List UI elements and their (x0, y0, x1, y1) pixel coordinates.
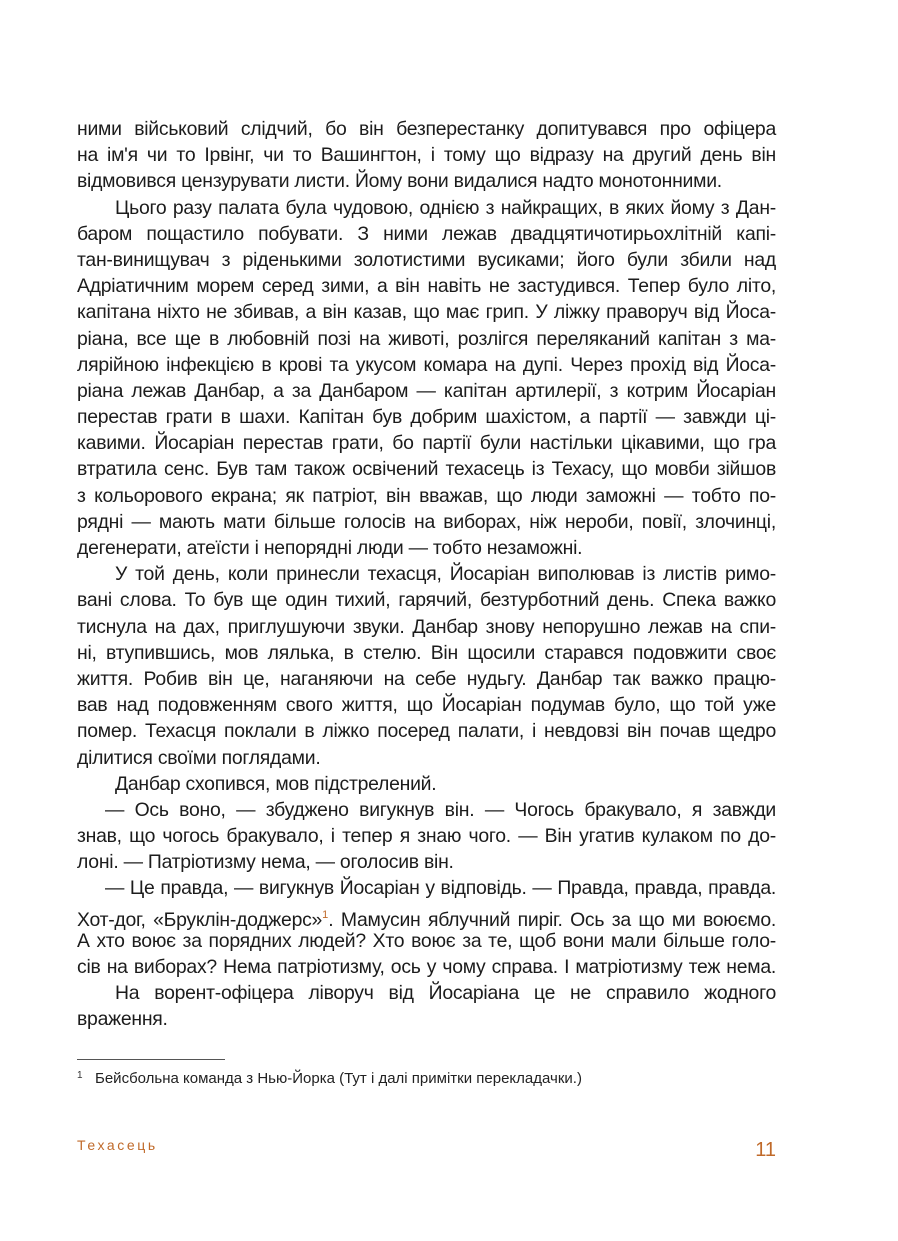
text-line: рядні — мають мати більше голосів на виборах, ніж нероби, повії, злочинці, (77, 510, 776, 533)
text-line: на ім'я чи то Ірвінг, чи то Вашингтон, і тому що відразу на другий день він (77, 144, 776, 167)
text-line: Адріатичним морем серед зими, а він навіть не застудився. Тепер було літо, (77, 275, 776, 298)
text-line: баром пощастило побувати. З ними лежав двадцятичотирьохлітній капі- (77, 222, 776, 245)
text-line: — Ось воно, — збуджено вигукнув він. — Чогось бракувало, я завжди (105, 798, 776, 821)
text-line: сів на виборах? Нема патріотизму, ось у чому справа. І матріотизму теж нема. (77, 956, 776, 978)
text-line: тан-винищувач з ріденькими золотистими вусиками; його були збили над (77, 248, 776, 271)
footnote (77, 1066, 777, 1089)
text-line: втратила сенс. Був там також освічений техасець із Техасу, що мовби зійшов (77, 458, 776, 481)
text-line: вані слова. То був ще один тихий, гарячий, безтурботний день. Спека важко (77, 589, 776, 612)
text-line: враження. (77, 1008, 168, 1031)
text-line: кавими. Йосаріан перестав грати, бо партії були настільки цікавими, що гра (77, 432, 776, 455)
page-number: 11 (755, 1139, 776, 1161)
text-line: дегенерати, атеїсти і непорядні люди — тобто незаможні. (77, 537, 583, 559)
text-line: знав, що чогось бракувало, і тепер я знаю чого. — Він угатив кулаком по до- (77, 825, 776, 848)
text-line: з кольорового екрана; як патріот, він вважав, що люди заможні — тобто по- (77, 484, 776, 507)
text-line: Цього разу палата була чудовою, однією з найкращих, в яких йому з Дан- (115, 196, 776, 219)
text-segment: Хот-дог, «Бруклін-доджерс» (77, 908, 323, 931)
text-line: ними військовий слідчий, бо він безперестанку допитувався про офіцера (77, 118, 776, 140)
text-segment: . Мамусин яблучний пиріг. Ось за що ми воюємо. (328, 908, 776, 931)
text-line: помер. Техасця поклали в ліжко посеред палати, і невдовзі він почав щедро (77, 720, 776, 743)
text-line: тиснула на дах, приглушуючи звуки. Данбар знову непорушно лежав на спи- (77, 615, 776, 638)
text-line: На ворент-офіцера ліворуч від Йосаріана це не справило жодного (115, 982, 776, 1005)
footnote-number: 1 (77, 1070, 83, 1081)
text-line: ні, втупившись, мов лялька, в стелю. Він щосили старався подовжити своє (77, 641, 776, 664)
text-line: Данбар схопився, мов підстрелений. (115, 772, 437, 795)
footnote-text: Бейсбольна команда з Нью-Йорка (Тут і далі примітки перекладачки.) (95, 1070, 582, 1087)
text-line: перестав грати в шахи. Капітан був добрим шахістом, а партії — завжди ці- (77, 406, 776, 429)
text-line: лярійною інфекцією в крові та укусом комара на дупі. Через прохід від Йоса- (77, 353, 776, 376)
footnote-reference[interactable]: 1 (322, 908, 329, 921)
text-line: ділитися своїми поглядами. (77, 746, 321, 769)
text-line: відмовився цензурувати листи. Йому вони видалися надто монотонними. (77, 170, 722, 193)
text-line: А хто воює за порядних людей? Хто воює за те, щоб вони мали більше голо- (77, 929, 776, 952)
text-line-with-footnote (77, 902, 776, 931)
main-text (77, 116, 776, 1033)
running-title: Техасець (77, 1137, 158, 1153)
text-line: капітана ніхто не збивав, а він казав, що має грип. У ліжку праворуч від Йоса- (77, 301, 776, 324)
text-line: ріана, все ще в любовній позі на животі, розлігся переляканий капітан з ма- (77, 327, 776, 350)
text-line: У той день, коли принесли техасця, Йосаріан виполював із листів римо- (115, 563, 776, 586)
text-line: лоні. — Патріотизму нема, — оголосив він. (77, 851, 454, 874)
text-line: вав над подовженням свого життя, що Йосаріан подумав було, що той уже (77, 694, 776, 717)
text-line: ріана лежав Данбар, а за Данбаром — капітан артилерії, з котрим Йосаріан (77, 379, 776, 402)
text-line: життя. Робив він це, наганяючи на себе нудьгу. Данбар так важко працю- (77, 667, 776, 690)
footnote-divider (77, 1059, 225, 1060)
text-line: — Це правда, — вигукнув Йосаріан у відповідь. — Правда, правда, правда. (105, 877, 776, 900)
